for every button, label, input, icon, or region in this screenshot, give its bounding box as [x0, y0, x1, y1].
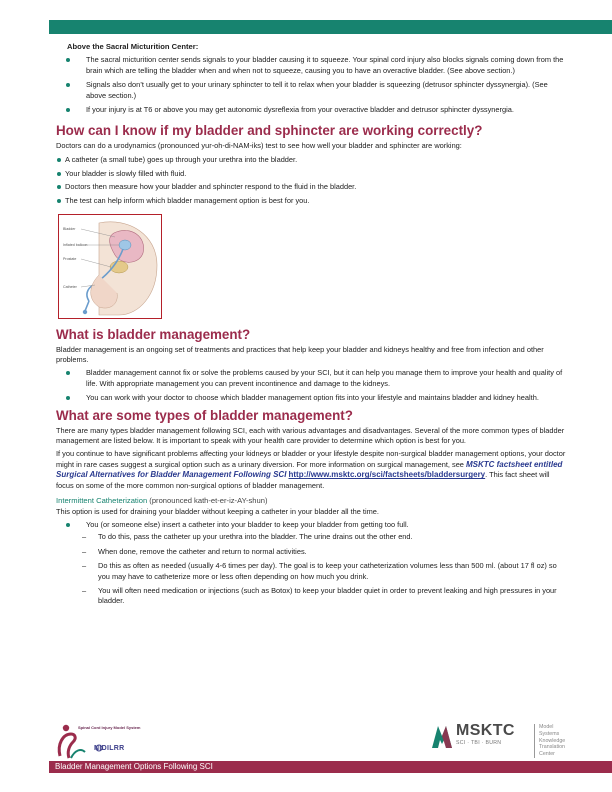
list-item: You (or someone else) insert a catheter into your bladder to keep your bladder from getting too full. — [56, 520, 568, 530]
msktc-subtitle: SCI · TBI · BURN — [456, 740, 502, 746]
know-intro: Doctors can do a urodynamics (pronounced yur-oh-di-NAM-iks) test to see how well your bladder and sphincter are working: — [56, 141, 462, 151]
section-heading-know: How can I know if my bladder and sphincter are working correctly? — [56, 123, 483, 139]
footer-bar — [49, 761, 612, 773]
list-item: If your injury is at T6 or above you may get autonomic dysreflexia from your overactive bladder and detrusor sphincter dyssynergia. — [56, 105, 568, 115]
msktc-desc-line: Center — [539, 751, 555, 758]
dash-marker: – — [82, 585, 87, 595]
msktc-logo — [430, 722, 570, 758]
msktc-desc-line: Knowledge Translation — [539, 737, 566, 751]
surgical-factsheet-link[interactable]: http://www.msktc.org/sci/factsheets/bladdersurgery — [288, 470, 486, 480]
section-heading-management: What is bladder management? — [56, 326, 251, 342]
types-p2-end: . This fact sheet will focus on some of the more common non-surgical options of bladder management. — [56, 470, 550, 490]
list-item: A catheter (a small tube) goes up through your urethra into the bladder. — [56, 155, 568, 165]
msktc-desc-line: Model Systems — [539, 724, 560, 737]
urodynamics-illustration — [58, 214, 162, 319]
list-item — [56, 532, 568, 542]
figure-label: Inflated balloon — [63, 242, 88, 247]
list-item: Your bladder is slowly filled with fluid. — [56, 169, 568, 179]
management-intro: Bladder management is an ongoing set of treatments and practices that help keep your bladder and kidneys healthy and free from infection and other problems. — [56, 344, 544, 365]
ic-heading — [56, 496, 568, 506]
types-paragraph-1: There are many types bladder management following SCI, each with various advantages and disadvantages. Several of the more common types of bladder management are listed below. It is important to speak with your health care provider to determine which option is best for you. — [56, 425, 565, 446]
list-item: Bladder management cannot fix or solve the problems caused by your SCI, but it can help you manage them to improve your health and quality of life. With appropriate management you can prevent incontinence and damage to the kidneys. — [56, 368, 568, 389]
list-item-text: Do this as often as needed (usually 4-6 times per day). The goal is to keep your catheterization volumes less than 500 ml. (about 17 fl oz) so you may have to catheterize more or less often depending on how much you drink. — [98, 561, 557, 581]
top-color-bar — [49, 20, 612, 34]
footer-logos — [0, 706, 612, 758]
msktc-mark-icon — [430, 722, 454, 750]
figure-label: Prostate — [63, 256, 77, 261]
ic-title: Intermittent Catheterization — [56, 496, 148, 506]
list-item: You can work with your doctor to choose which bladder management option fits into your lifestyle and maintains bladder and kidney health. — [56, 393, 568, 403]
footer-title: Bladder Management Options Following SCI — [55, 762, 213, 771]
figure-label: Bladder — [63, 226, 76, 231]
ic-list — [56, 520, 568, 530]
dash-marker: – — [82, 561, 87, 571]
msktc-description — [534, 724, 570, 758]
list-item-text: When done, remove the catheter and return to normal activities. — [98, 546, 307, 556]
list-item: The sacral micturition center sends signals to your bladder causing it to squeeze. Your spinal cord injury also blocks signals coming down from the brain which are telling the bladder when and when not to squeeze, causing you to have an overactive bladder. (See above section.) — [56, 55, 568, 76]
list-item-text: To do this, pass the catheter up your urethra into the bladder. The urine drains out the other end. — [98, 532, 413, 542]
know-list — [56, 155, 568, 207]
list-item: Signals also don’t usually get to your urinary sphincter to tell it to relax when your bladder is squeezing (detrusor sphincter dyssynergia). (See above section.) — [56, 80, 568, 101]
figure-label: Catheter — [63, 284, 77, 289]
page-content — [56, 42, 568, 611]
types-paragraph-2 — [56, 449, 568, 491]
above-center-heading: Above the Sacral Micturition Center: — [67, 42, 199, 51]
list-item — [56, 547, 568, 557]
msktc-wordmark: MSKTC — [456, 722, 515, 739]
types-p2-start: If you continue to have significant problems affecting your kidneys or bladder or your lifestyle despite non-surgical bladder management options, your doctor might in rare cases suggest a surgical option such as a urinary diversion. For more information on surgical management, see — [56, 449, 566, 469]
dash-marker: – — [82, 532, 87, 542]
ic-intro: This option is used for draining your bladder without keeping a catheter in your bladder all the time. — [56, 506, 379, 516]
nidilrr-logo-text: NIDILRR — [94, 745, 125, 752]
ic-sublist — [56, 532, 568, 606]
list-item — [56, 586, 568, 607]
ic-pronunciation: (pronounced kath-et-er-iz-AY-shun) — [149, 496, 268, 506]
sci-logo-title: Spinal Cord Injury Model System — [78, 725, 141, 730]
list-item-text: You will often need medication or injections (such as Botox) to keep your bladder quiet in order to prevent leaking and high pressures in your bladder. — [98, 585, 557, 606]
list-item: Doctors then measure how your bladder and sphincter respond to the fluid in the bladder. — [56, 182, 568, 192]
list-item — [56, 561, 568, 582]
list-item: The test can help inform which bladder management option is best for you. — [56, 196, 568, 206]
above-center-list — [56, 55, 568, 115]
management-list — [56, 368, 568, 403]
section-heading-types: What are some types of bladder management? — [56, 407, 353, 423]
dash-marker: – — [82, 546, 87, 556]
surgical-factsheet-link-title[interactable]: MSKTC factsheet entitled Surgical Alternatives for Bladder Management Following SCI — [56, 459, 563, 480]
